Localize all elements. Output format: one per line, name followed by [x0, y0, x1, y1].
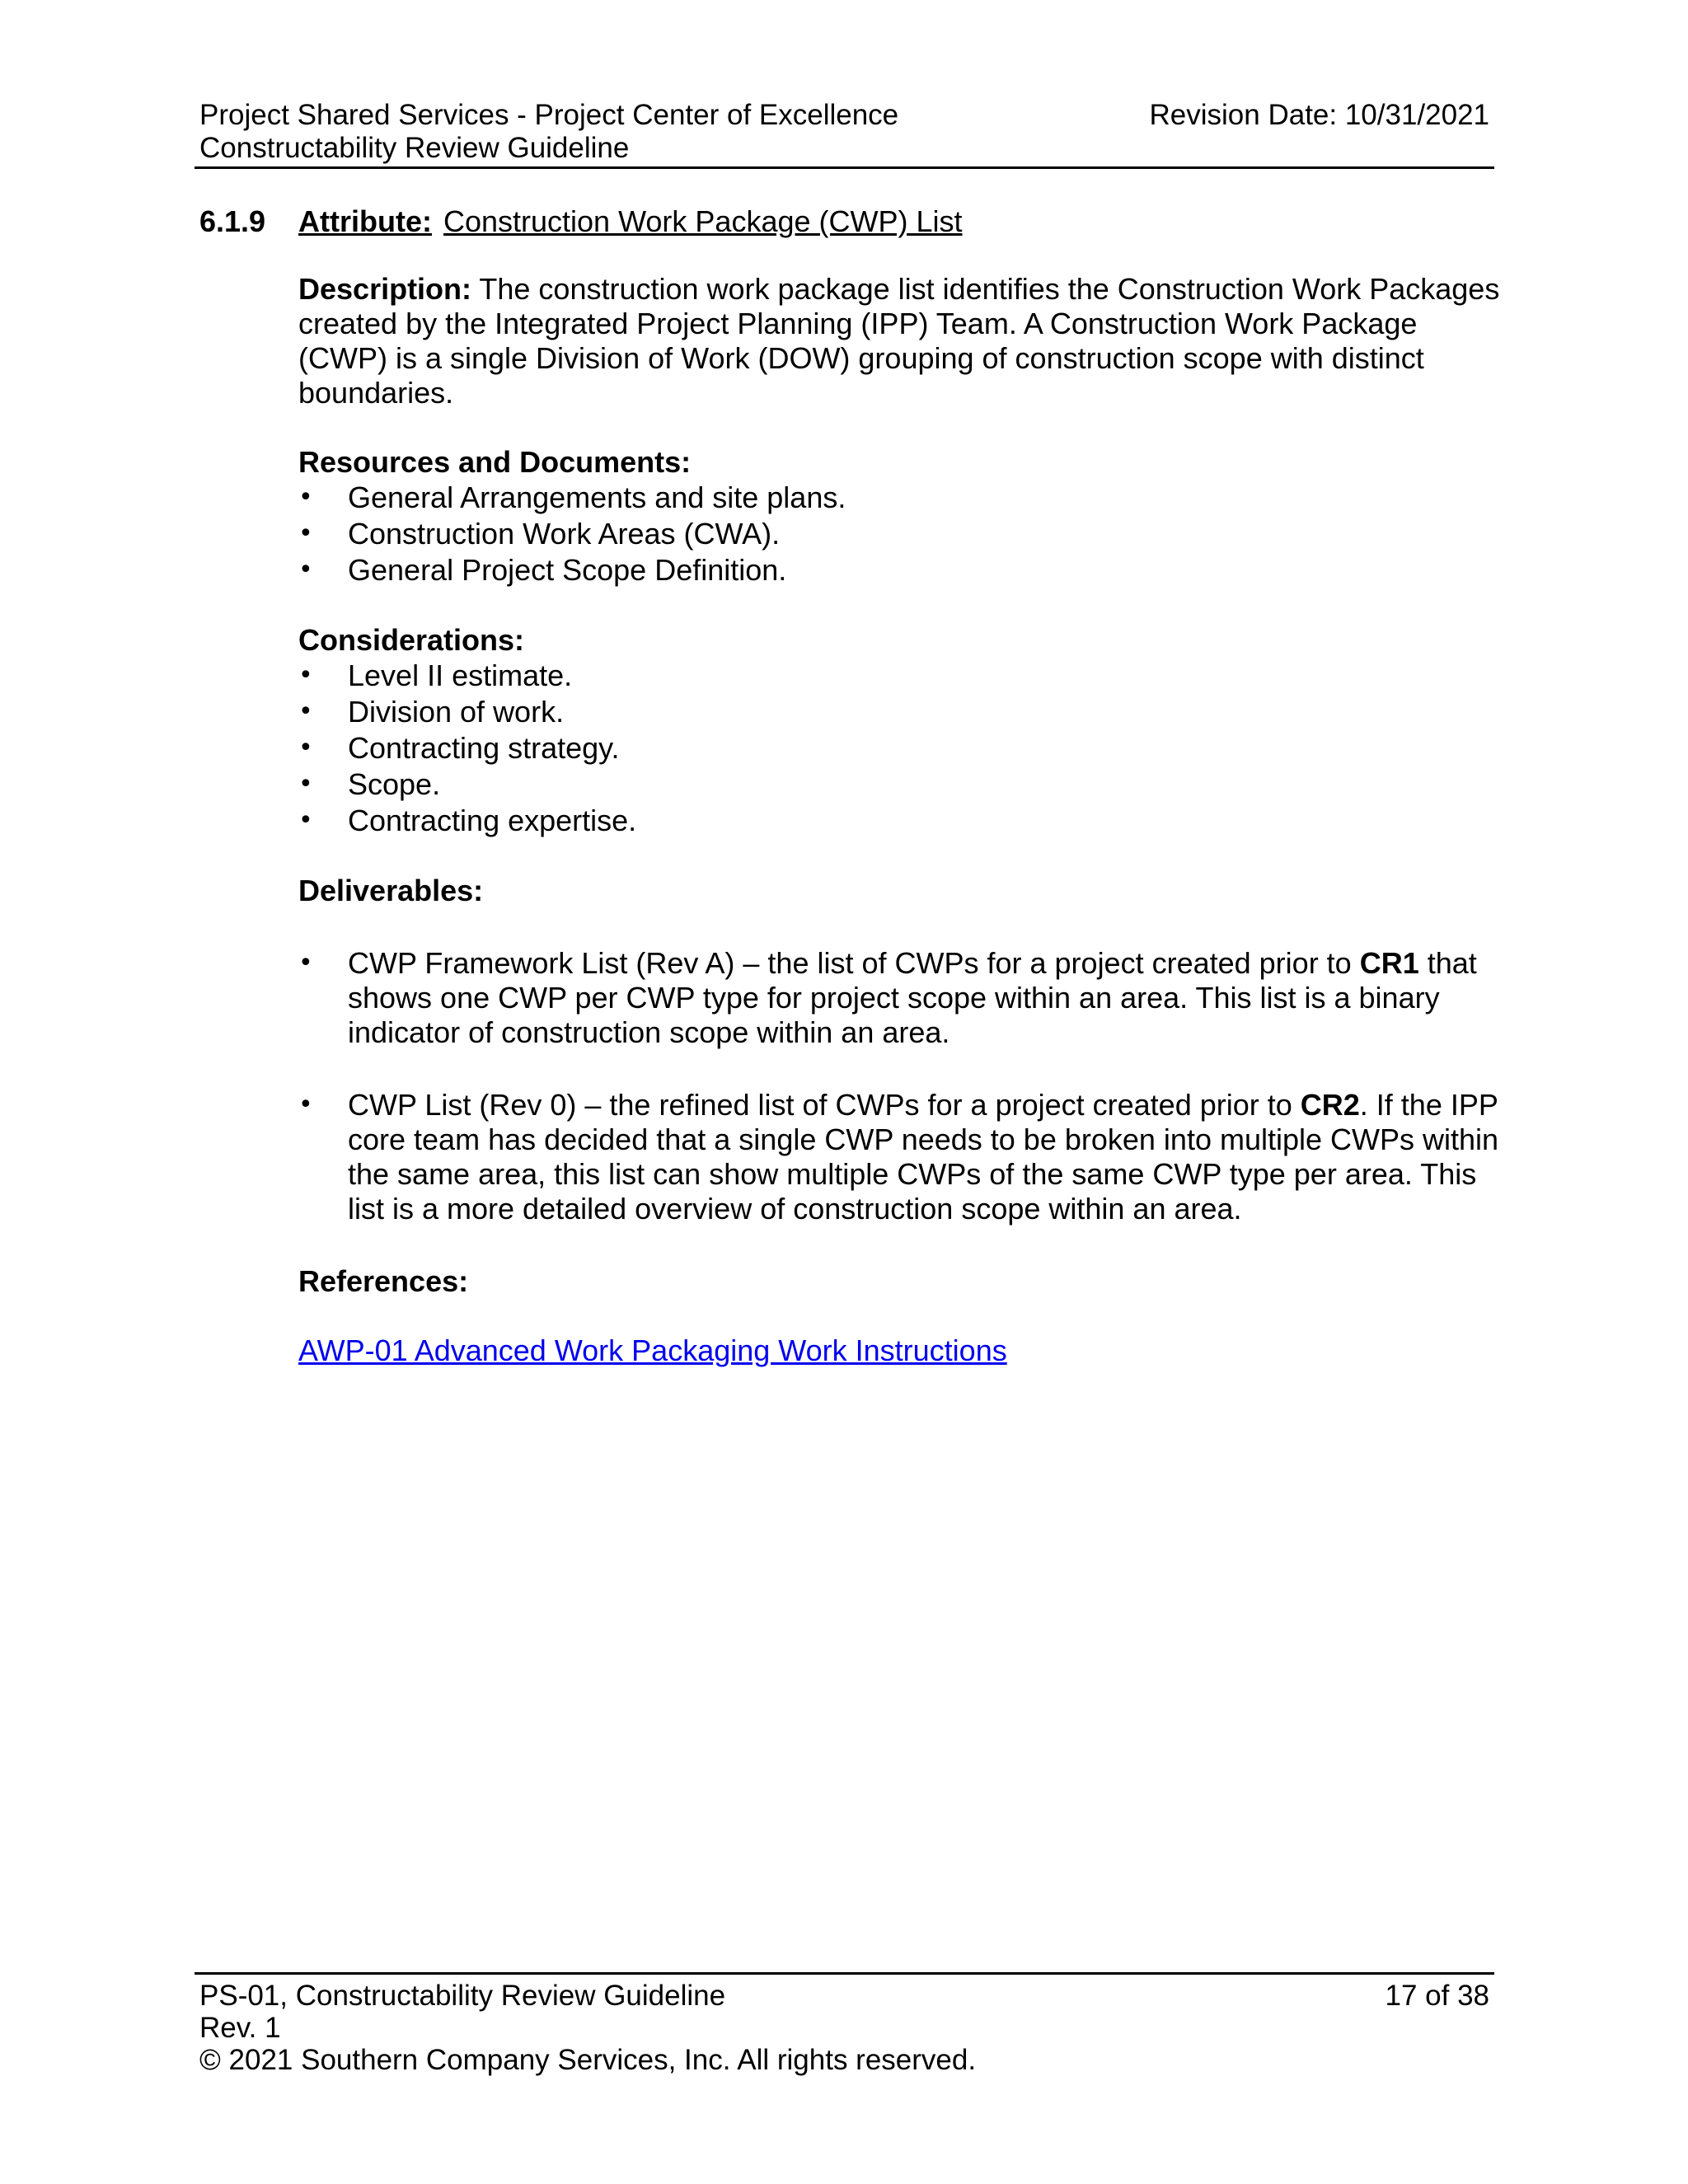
deliverable-text: CWP Framework List (Rev A) – the list of CWPs for a project created prior to	[348, 946, 1360, 980]
deliverable-milestone: CR2	[1300, 1088, 1360, 1122]
references-paragraph	[298, 1333, 1502, 1368]
footer-doc-title: PS-01, Constructability Review Guideline	[199, 1980, 726, 2012]
description-paragraph	[298, 272, 1502, 410]
page-header	[195, 97, 1494, 169]
attribute-label: Attribute:	[298, 204, 432, 238]
deliverable-item	[298, 946, 1502, 1050]
description-text: The construction work package list identifies the Construction Work Packages created by the Integrated Project Planning (IPP) Team. A Construction Work Package (CWP) is a single Division of Work (DOW) grouping of construction scope with distinct boundaries.	[298, 272, 1500, 410]
header-doc-title: Constructability Review Guideline	[199, 132, 630, 164]
list-item: • General Project Scope Definition.	[298, 552, 1502, 588]
footer-revision: Rev. 1	[199, 2012, 281, 2044]
references-heading: References:	[298, 1264, 469, 1298]
resources-heading: Resources and Documents:	[298, 445, 692, 479]
deliverable-text: . If the IPP core team has decided that a single CWP needs to be broken into multiple CWPs within the same area, this list can show multiple CWPs of the same CWP type per area. This list is a more detailed overview of construction scope within an area.	[348, 1088, 1499, 1226]
header-org-title: Project Shared Services - Project Center of Excellence	[199, 99, 899, 131]
list-item: • General Arrangements and site plans.	[298, 480, 1502, 516]
list-item: • Construction Work Areas (CWA).	[298, 516, 1502, 552]
section-heading	[199, 204, 963, 239]
deliverable-item	[298, 1088, 1502, 1226]
page-number: 17 of 38	[1385, 1980, 1489, 2012]
list-item: • Level II estimate.	[298, 658, 1502, 694]
header-revision-date: Revision Date: 10/31/2021	[1149, 99, 1489, 131]
deliverable-milestone: CR1	[1359, 946, 1419, 980]
section-body	[298, 272, 1502, 1368]
resources-list	[298, 480, 1502, 588]
list-item: • Contracting strategy.	[298, 730, 1502, 766]
considerations-list	[298, 658, 1502, 839]
description-label: Description:	[298, 272, 472, 306]
considerations-heading: Considerations:	[298, 623, 525, 657]
section-number: 6.1.9	[199, 204, 266, 238]
deliverables-heading: Deliverables:	[298, 874, 484, 907]
list-item: • Scope.	[298, 766, 1502, 803]
attribute-title: Construction Work Package (CWP) List	[443, 204, 963, 238]
list-item: • Division of work.	[298, 694, 1502, 730]
deliverable-text: CWP List (Rev 0) – the refined list of CWPs for a project created prior to	[348, 1088, 1301, 1122]
list-item: • Contracting expertise.	[298, 803, 1502, 839]
page-footer	[195, 1972, 1494, 2076]
footer-copyright: © 2021 Southern Company Services, Inc. All rights reserved.	[199, 2044, 977, 2076]
awp-01-reference-link[interactable]: AWP-01 Advanced Work Packaging Work Instructions	[298, 1333, 1007, 1367]
deliverables-list	[298, 946, 1502, 1226]
deliverable-text: that shows one CWP per CWP type for project scope within an area. This list is a binary indicator of construction scope within an area.	[348, 946, 1477, 1049]
